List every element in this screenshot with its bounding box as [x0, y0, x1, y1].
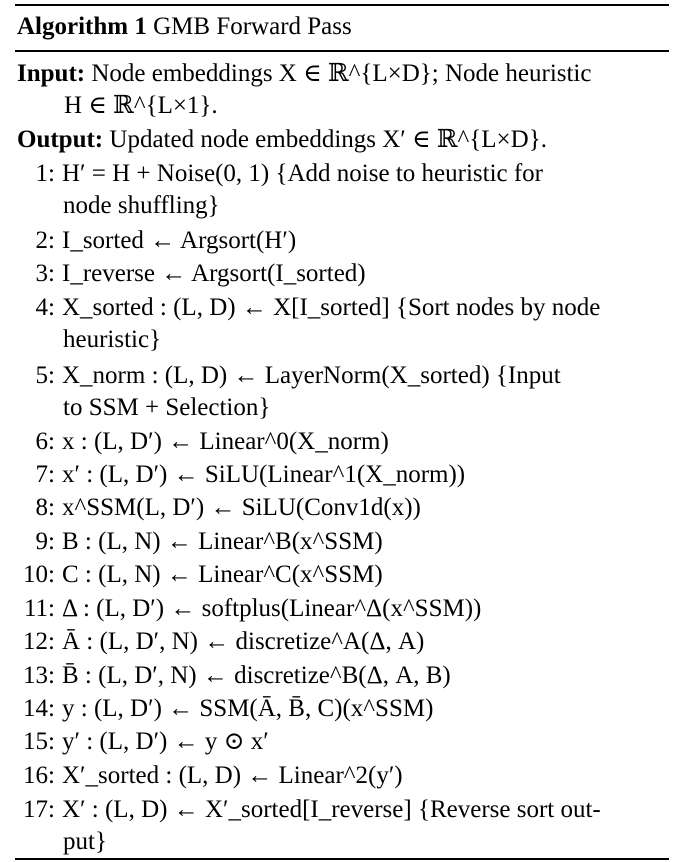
algorithm-title — [17, 12, 352, 42]
step-text: C : (L, N) ← Linear^C(x^SSM) — [62, 561, 383, 588]
step-17-cont — [63, 826, 107, 858]
step-number: 2: — [35, 227, 55, 254]
step-4-cont — [63, 324, 161, 356]
step-number: 16: — [23, 762, 55, 789]
bottom-rule — [15, 858, 669, 860]
step-number: 10: — [23, 561, 55, 588]
step-1-cont — [63, 190, 220, 222]
step-17 — [17, 794, 601, 826]
step-text: Δ : (L, D′) ← softplus(Linear^Δ(x^SSM)) — [62, 595, 482, 622]
title-rule — [15, 50, 669, 52]
step-text-cont: heuristic} — [63, 326, 162, 353]
output-line — [17, 124, 547, 156]
step-number: 7: — [35, 461, 55, 488]
step-text: Ā : (L, D′, N) ← discretize^A(Δ, A) — [62, 628, 425, 655]
step-number: 12: — [23, 628, 55, 655]
input-text-cont: H ∈ ℝ^{L×1}. — [64, 92, 218, 119]
algorithm-label: Algorithm 1 — [17, 13, 147, 40]
step-1 — [17, 158, 543, 190]
step-number: 15: — [23, 728, 55, 755]
step-15 — [17, 726, 269, 758]
step-2 — [17, 225, 296, 257]
step-6 — [17, 426, 389, 458]
step-text: y′ : (L, D′) ← y ⊙ x′ — [62, 728, 269, 755]
step-number: 1: — [35, 160, 55, 187]
step-text: X_norm : (L, D) ← LayerNorm(X_sorted) {Input — [62, 362, 561, 389]
step-number: 13: — [23, 662, 55, 689]
step-10 — [17, 559, 383, 591]
step-text: H′ = H + Noise(0, 1) {Add noise to heuristic for — [62, 160, 544, 187]
top-rule — [15, 4, 669, 6]
step-number: 5: — [35, 362, 55, 389]
step-text: B̄ : (L, D′, N) ← discretize^B(Δ, A, B) — [62, 662, 451, 689]
step-text-cont: to SSM + Selection} — [63, 394, 271, 421]
input-line — [17, 58, 591, 90]
step-text-cont: put} — [63, 828, 107, 855]
step-text: X′_sorted : (L, D) ← Linear^2(y′) — [62, 762, 403, 789]
input-text: Node embeddings X ∈ ℝ^{L×D}; Node heuristic — [91, 60, 592, 87]
step-text: I_reverse ← Argsort(I_sorted) — [62, 260, 366, 287]
step-number: 14: — [23, 695, 55, 722]
step-text: X_sorted : (L, D) ← X[I_sorted] {Sort nodes by node — [62, 294, 601, 321]
step-text: B : (L, N) ← Linear^B(x^SSM) — [62, 528, 383, 555]
step-12 — [17, 626, 424, 658]
step-text: X′ : (L, D) ← X′_sorted[I_reverse] {Reverse sort out- — [62, 796, 601, 823]
algorithm-name: GMB Forward Pass — [153, 13, 352, 40]
step-text: x : (L, D′) ← Linear^0(X_norm) — [62, 428, 389, 455]
step-5-cont — [63, 392, 270, 424]
step-7 — [17, 459, 465, 491]
step-number: 11: — [23, 595, 55, 622]
step-text: x^SSM(L, D′) ← SiLU(Conv1d(x)) — [62, 494, 421, 521]
step-8 — [17, 492, 421, 524]
output-keyword: Output: — [17, 126, 104, 153]
step-11 — [17, 593, 481, 625]
step-number: 9: — [35, 528, 55, 555]
step-number: 17: — [23, 796, 55, 823]
step-number: 4: — [35, 294, 55, 321]
input-keyword: Input: — [17, 60, 86, 87]
step-13 — [17, 660, 451, 692]
step-text: I_sorted ← Argsort(H′) — [62, 227, 297, 254]
step-9 — [17, 526, 383, 558]
step-16 — [17, 760, 403, 792]
step-14 — [17, 693, 433, 725]
step-number: 3: — [35, 260, 55, 287]
step-text: x′ : (L, D′) ← SiLU(Linear^1(X_norm)) — [62, 461, 466, 488]
step-5 — [17, 360, 561, 392]
step-number: 8: — [35, 494, 55, 521]
step-3 — [17, 258, 366, 290]
step-4 — [17, 292, 600, 324]
step-text: y : (L, D′) ← SSM(Ā, B̄, C)(x^SSM) — [62, 695, 434, 722]
output-text: Updated node embeddings X′ ∈ ℝ^{L×D}. — [109, 126, 547, 153]
input-line-cont — [64, 90, 218, 122]
step-text-cont: node shuffling} — [63, 192, 220, 219]
step-number: 6: — [35, 428, 55, 455]
